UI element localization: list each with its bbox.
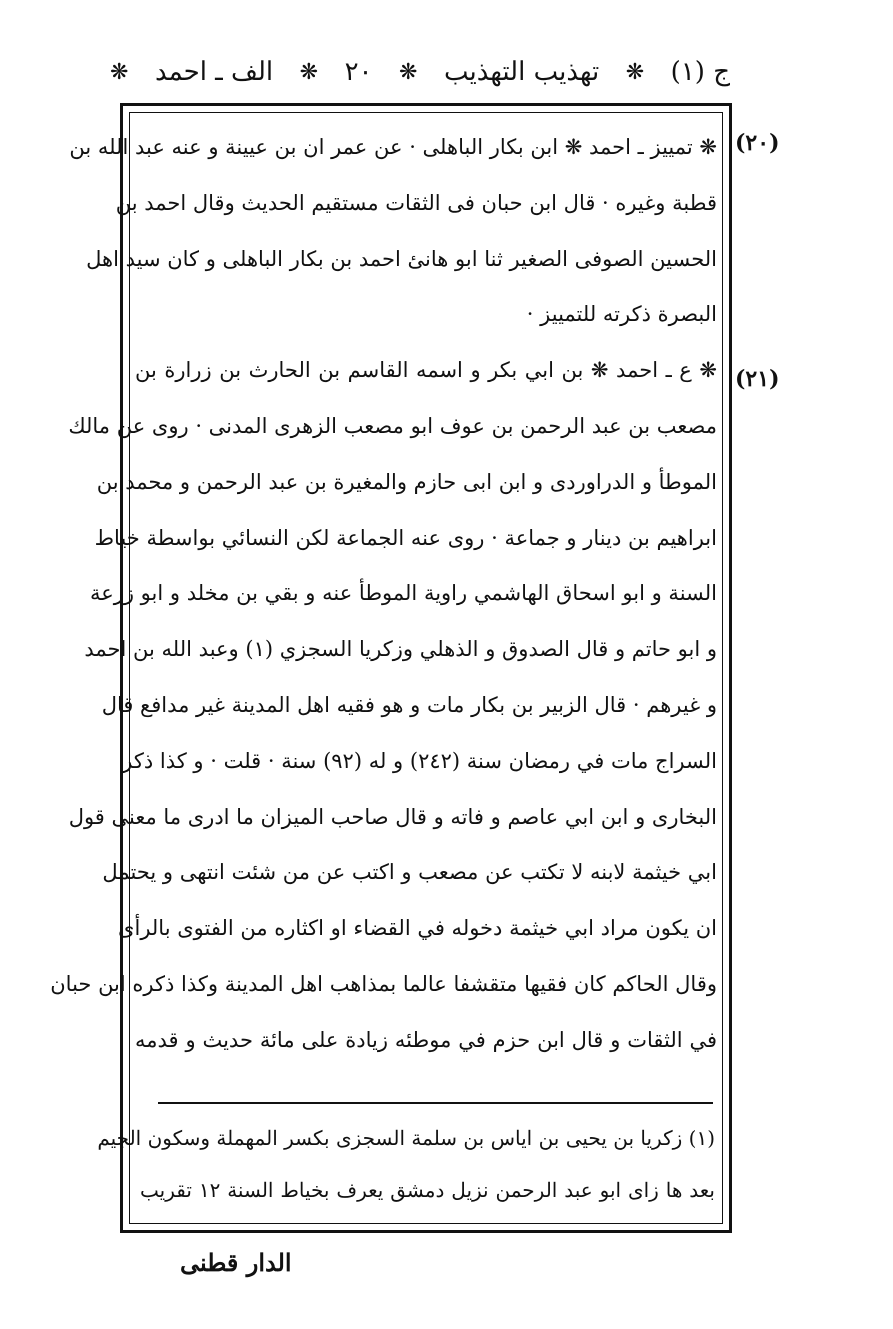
footnote-line: بعد ها زاى ابو عبد الرحمن نزيل دمشق يعرف بخياط السنة ١٢ تقريب	[140, 1178, 716, 1202]
ornament-icon: ❋	[110, 59, 129, 85]
running-header	[110, 50, 730, 94]
text-line: و غيرهم · قال الزبير بن بكار مات و هو فقيه اهل المدينة غير مدافع قال	[101, 692, 717, 717]
footnote-line: (١) زكريا بن يحيى بن اياس بن سلمة السجزى بكسر المهملة وسكون الجيم	[97, 1126, 715, 1150]
text-line: في الثقات و قال ابن حزم في موطئه زيادة على مائة حديث و قدمه	[135, 1027, 717, 1052]
footnote-separator	[158, 1102, 713, 1104]
entry-number: (٢١)	[735, 366, 780, 392]
text-line: وقال الحاكم كان فقيها متقشفا عالما بمذاهب اهل المدينة وكذا ذكره ابن حبان	[50, 971, 717, 996]
page-number: ٢٠	[344, 57, 373, 87]
text-line: الحسين الصوفى الصغير ثنا ابو هانئ احمد بن بكار الباهلى و كان سيد اهل	[86, 246, 717, 271]
text-line: ابي خيثمة لابنه لا تكتب عن مصعب و اكتب عن من شئت انتهى و يحتمل	[102, 860, 717, 885]
text-line: ❋ تمييز ـ احمد ❋ ابن بكار الباهلى · عن عمر ان بن عيينة و عنه عبد الله بن	[69, 135, 717, 159]
text-line: السنة و ابو اسحاق الهاشمي راوية الموطأ عنه و بقي بن مخلد و ابو زرعة	[89, 581, 717, 606]
book-title: تهذيب التهذيب	[443, 57, 600, 87]
entry-number: (٢٠)	[735, 130, 780, 156]
volume-label: ج (١)	[670, 57, 730, 87]
text-line: ❋ ع ـ احمد ❋ بن ابي بكر و اسمه القاسم بن الحارث بن زرارة بن	[135, 358, 717, 383]
text-line: و ابو حاتم و قال الصدوق و الذهلي وزكريا السجزي (١) وعبد الله بن احمد	[84, 637, 717, 662]
ornament-icon: ❋	[299, 59, 319, 85]
text-line: البخارى و ابن ابي عاصم و فاته و قال صاحب الميزان ما ادرى ما معنى قول	[68, 804, 717, 829]
text-line: البصرة ذكرته للتمييز ·	[526, 302, 717, 327]
section-title: الف ـ احمد	[154, 57, 274, 87]
text-line: قطبة وغيره · قال ابن حبان فى الثقات مستقيم الحديث وقال احمد بن	[115, 190, 717, 215]
catchword: الدار قطنى	[180, 1248, 292, 1277]
text-line: مصعب بن عبد الرحمن بن عوف ابو مصعب الزهرى المدنى · روى عن مالك	[68, 413, 717, 438]
main-text	[50, 120, 717, 1069]
footnote	[97, 1112, 716, 1216]
text-line: الموطأ و الدراوردى و ابن ابى حازم والمغيرة بن عبد الرحمن و محمد بن	[96, 469, 717, 494]
ornament-icon: ❋	[399, 59, 418, 85]
text-line: ابراهيم بن دينار و جماعة · روى عنه الجماعة لكن النسائي بواسطة خياط	[94, 525, 717, 550]
ornament-icon: ❋	[625, 59, 645, 85]
text-line: السراج مات في رمضان سنة (٢٤٢) و له (٩٢) سنة · قلت · و كذا ذكر	[122, 748, 717, 773]
text-line: ان يكون مراد ابي خيثمة دخوله في القضاء او اكثاره من الفتوى بالرأى	[118, 916, 717, 941]
